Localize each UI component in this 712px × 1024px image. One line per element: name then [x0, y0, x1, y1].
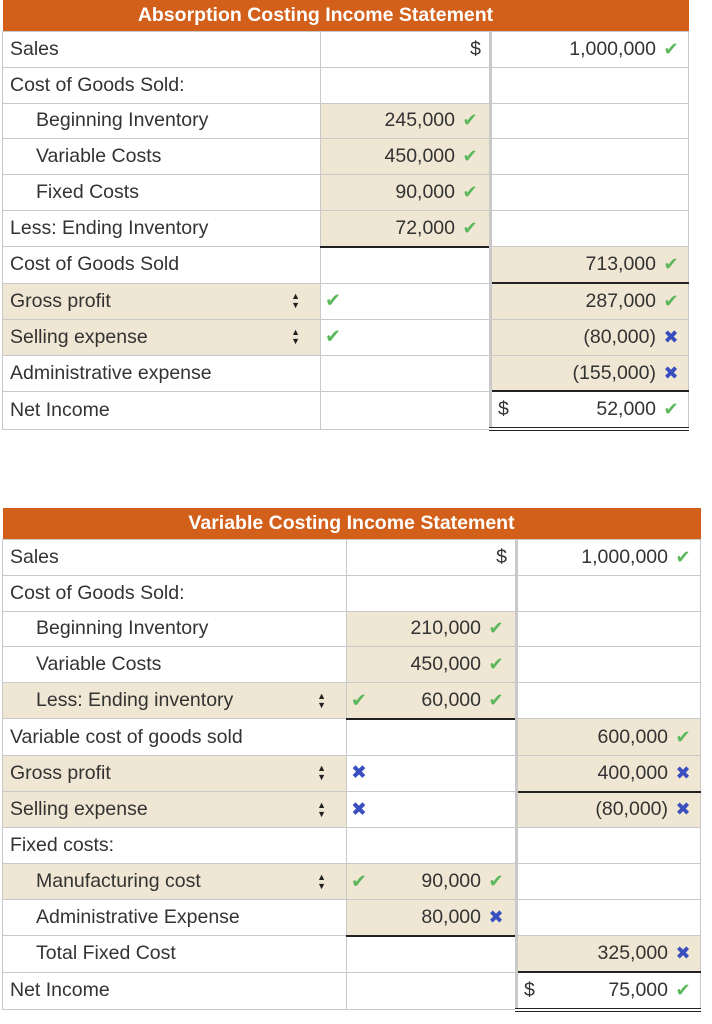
amount-value: 245,000 — [384, 109, 455, 132]
currency-symbol: $ — [524, 978, 535, 1001]
amount-value: 450,000 — [384, 145, 455, 168]
currency-symbol: $ — [470, 37, 481, 60]
total-value: 1,000,000 — [569, 37, 656, 60]
check-icon: ✔ — [675, 546, 691, 567]
amount-cell — [321, 67, 491, 103]
label-select[interactable]: Selling expense ▲ ▼ — [3, 319, 321, 355]
statement-row — [3, 283, 689, 319]
check-icon: ✔ — [663, 290, 679, 311]
amount-cell[interactable] — [347, 683, 517, 719]
total-cell — [491, 67, 689, 103]
total-cell[interactable] — [491, 355, 689, 391]
statement-row — [3, 828, 701, 864]
statement-row — [3, 139, 689, 175]
statement-row — [3, 210, 689, 246]
x-icon: ✖ — [675, 943, 691, 964]
statement-row — [3, 319, 689, 355]
total-value: 52,000 — [596, 398, 656, 421]
statement-row — [3, 864, 701, 900]
label-select[interactable]: Gross profit ▲ ▼ — [3, 755, 347, 791]
amount-value: 210,000 — [410, 617, 481, 640]
statement-row — [3, 792, 701, 828]
check-icon: ✔ — [462, 146, 478, 167]
statement-row — [3, 683, 701, 719]
total-cell[interactable] — [517, 755, 701, 791]
dropdown-arrows-icon[interactable]: ▲ ▼ — [317, 799, 326, 819]
label-select[interactable]: Selling expense ▲ ▼ — [3, 792, 347, 828]
row-label: Administrative Expense — [3, 899, 347, 935]
amount-cell — [347, 828, 517, 864]
check-icon: ✔ — [663, 254, 679, 275]
check-icon: ✔ — [351, 871, 367, 893]
check-icon: ✔ — [663, 399, 679, 420]
dropdown-arrows-icon[interactable]: ▲ ▼ — [291, 291, 300, 311]
x-icon: ✖ — [675, 799, 691, 820]
total-cell — [517, 828, 701, 864]
amount-cell — [347, 755, 517, 791]
total-cell — [517, 864, 701, 900]
total-value: 600,000 — [597, 725, 669, 748]
check-icon: ✔ — [462, 217, 478, 238]
amount-value: 72,000 — [395, 216, 455, 239]
amount-cell[interactable] — [347, 864, 517, 900]
row-label: Cost of Goods Sold: — [3, 575, 347, 611]
row-label: Administrative expense — [3, 355, 321, 391]
amount-cell — [347, 719, 517, 755]
total-cell — [517, 647, 701, 683]
amount-cell[interactable] — [347, 647, 517, 683]
total-cell[interactable] — [491, 32, 689, 68]
statement-title: Variable Costing Income Statement — [3, 508, 701, 540]
total-cell — [517, 611, 701, 647]
x-icon: ✖ — [675, 762, 691, 783]
amount-value: 450,000 — [410, 653, 481, 676]
row-label: Net Income — [3, 391, 321, 429]
total-cell[interactable] — [491, 283, 689, 319]
check-icon: ✔ — [462, 110, 478, 131]
label-select[interactable]: Gross profit ▲ ▼ — [3, 283, 321, 319]
x-icon: ✖ — [488, 906, 504, 927]
check-icon: ✔ — [488, 690, 504, 711]
check-icon: ✔ — [462, 182, 478, 203]
amount-cell — [321, 391, 491, 429]
row-label: Beginning Inventory — [3, 611, 347, 647]
amount-cell — [347, 540, 517, 576]
currency-symbol: $ — [496, 545, 507, 568]
statement-row — [3, 936, 701, 972]
check-icon: ✔ — [325, 326, 341, 348]
statement-row — [3, 355, 689, 391]
check-icon: ✔ — [488, 654, 504, 675]
total-value: (155,000) — [572, 361, 656, 384]
check-icon: ✔ — [675, 726, 691, 747]
label-select[interactable]: Less: Ending inventory ▲ ▼ — [3, 683, 347, 719]
currency-symbol: $ — [498, 398, 509, 421]
total-cell[interactable] — [491, 391, 689, 429]
amount-cell[interactable] — [321, 103, 491, 139]
x-icon: ✖ — [663, 362, 679, 383]
row-label: Less: Ending Inventory — [3, 210, 321, 246]
total-cell[interactable] — [517, 936, 701, 972]
row-label: Fixed costs: — [3, 828, 347, 864]
amount-cell[interactable] — [321, 175, 491, 211]
total-cell[interactable] — [491, 319, 689, 355]
statement-row — [3, 103, 689, 139]
amount-cell — [321, 283, 491, 319]
total-value: 287,000 — [585, 289, 656, 312]
statement-row — [3, 575, 701, 611]
statement-row — [3, 755, 701, 791]
statement-row — [3, 899, 701, 935]
amount-value: 90,000 — [395, 181, 455, 204]
amount-cell[interactable] — [321, 210, 491, 246]
check-icon: ✔ — [488, 871, 504, 892]
row-label: Fixed Costs — [3, 175, 321, 211]
total-cell[interactable] — [517, 540, 701, 576]
statement-row — [3, 719, 701, 755]
x-icon: ✖ — [351, 799, 367, 821]
total-value: (80,000) — [583, 325, 656, 348]
total-cell — [517, 899, 701, 935]
total-value: (80,000) — [595, 798, 669, 821]
dropdown-arrows-icon[interactable]: ▲ ▼ — [291, 327, 300, 347]
amount-cell — [321, 319, 491, 355]
total-cell[interactable] — [491, 247, 689, 283]
statement-row — [3, 611, 701, 647]
check-icon: ✔ — [325, 290, 341, 312]
amount-cell — [321, 355, 491, 391]
row-label: Net Income — [3, 972, 347, 1010]
amount-value: 80,000 — [421, 905, 481, 928]
amount-cell — [321, 247, 491, 283]
total-value: 400,000 — [597, 761, 669, 784]
statement-row — [3, 391, 689, 429]
check-icon: ✔ — [488, 618, 504, 639]
amount-cell — [347, 936, 517, 972]
row-label: Sales — [3, 32, 321, 68]
check-icon: ✔ — [663, 38, 679, 59]
check-icon: ✔ — [675, 979, 691, 1000]
amount-value: 60,000 — [421, 689, 481, 712]
statement-row — [3, 32, 689, 68]
check-icon: ✔ — [351, 690, 367, 712]
amount-cell — [347, 972, 517, 1010]
row-label: Cost of Goods Sold — [3, 247, 321, 283]
statement-row — [3, 247, 689, 283]
statement-row — [3, 175, 689, 211]
variable-costing-statement — [2, 508, 701, 1012]
amount-cell — [347, 575, 517, 611]
statement-row — [3, 67, 689, 103]
total-cell[interactable] — [517, 972, 701, 1010]
row-label: Variable Costs — [3, 647, 347, 683]
statement-title: Absorption Costing Income Statement — [3, 0, 689, 32]
label-select[interactable]: Manufacturing cost ▲ ▼ — [3, 864, 347, 900]
amount-cell — [347, 792, 517, 828]
row-label: Total Fixed Cost — [3, 936, 347, 972]
total-value: 325,000 — [597, 942, 669, 965]
amount-cell[interactable] — [347, 611, 517, 647]
x-icon: ✖ — [351, 762, 367, 784]
row-label: Beginning Inventory — [3, 103, 321, 139]
row-label: Variable Costs — [3, 139, 321, 175]
statement-row — [3, 540, 701, 576]
dropdown-arrows-icon[interactable]: ▲ ▼ — [317, 690, 326, 710]
amount-cell[interactable] — [321, 139, 491, 175]
total-cell — [491, 103, 689, 139]
statement-row — [3, 972, 701, 1010]
amount-cell — [321, 32, 491, 68]
total-cell — [491, 175, 689, 211]
total-cell — [517, 683, 701, 719]
absorption-costing-statement — [2, 0, 689, 431]
row-label: Cost of Goods Sold: — [3, 67, 321, 103]
total-cell[interactable] — [517, 719, 701, 755]
total-cell — [491, 210, 689, 246]
statement-row — [3, 647, 701, 683]
total-cell[interactable] — [517, 792, 701, 828]
dropdown-arrows-icon[interactable]: ▲ ▼ — [317, 871, 326, 891]
total-cell — [491, 139, 689, 175]
total-value: 1,000,000 — [581, 545, 669, 568]
row-label: Sales — [3, 540, 347, 576]
amount-cell[interactable] — [347, 899, 517, 935]
total-value: 713,000 — [585, 253, 656, 276]
dropdown-arrows-icon[interactable]: ▲ ▼ — [317, 763, 326, 783]
x-icon: ✖ — [663, 326, 679, 347]
row-label: Variable cost of goods sold — [3, 719, 347, 755]
total-value: 75,000 — [608, 978, 669, 1001]
total-cell — [517, 575, 701, 611]
amount-value: 90,000 — [421, 870, 481, 893]
